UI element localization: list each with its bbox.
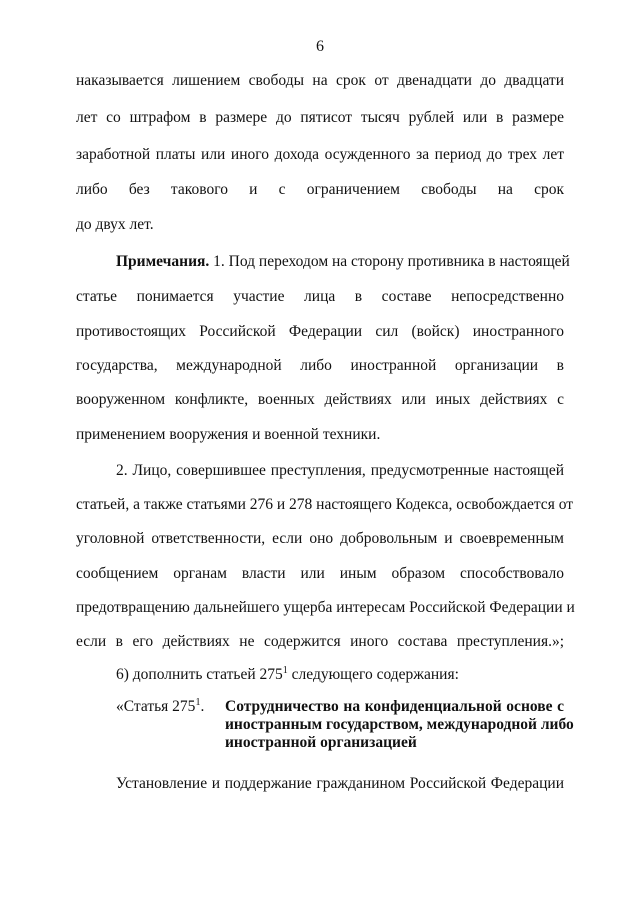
article-number-dot: . xyxy=(200,698,205,715)
note2-line-3: уголовной ответственности, если оно добровольным и своевременным xyxy=(76,530,564,547)
paragraph1-line-5: до двух лет. xyxy=(76,216,154,233)
note1-line-2: статье понимается участие лица в составе непосредственно xyxy=(76,288,564,305)
note1-line-3: противостоящих Российской Федерации сил (войск) иностранного xyxy=(76,323,564,340)
item6-superscript: 1 xyxy=(282,665,288,676)
note2-line-4: сообщением органам власти или иным образом способствовало xyxy=(76,565,564,582)
note2-line-5: предотвращению дальнейшего ущерба интересам Российской Федерации и xyxy=(76,599,575,616)
note1-line-5: вооруженном конфликте, военных действиях или иных действиях с xyxy=(76,391,564,408)
paragraph1-line-2: лет со штрафом в размере до пятисот тысяч рублей или в размере xyxy=(76,109,564,126)
article-title-line-1: Сотрудничество на конфиденциальной основе с xyxy=(225,698,564,715)
note1-first-line xyxy=(116,252,570,272)
paragraph1-line-3: заработной платы или иного дохода осужденного за период до трех лет xyxy=(76,146,564,163)
note1-line-6: применением вооружения и военной техники. xyxy=(76,426,381,443)
page-number: 6 xyxy=(316,38,324,55)
article-number xyxy=(116,698,204,716)
paragraph1-line-4: либо без такового и с ограничением свободы на срок xyxy=(76,181,564,198)
item6-text-end: следующего содержания: xyxy=(287,666,459,683)
paragraph1-line-1: наказывается лишением свободы на срок от двенадцати до двадцати xyxy=(76,72,564,89)
note2-line-1: 2. Лицо, совершившее преступления, предусмотренные настоящей xyxy=(116,462,564,479)
item6-text: 6) дополнить статьей 275 xyxy=(116,666,283,683)
note1-first-line-text: 1. Под переходом на сторону противника в настоящей xyxy=(209,253,570,270)
note1-line-4: государства, международной либо иностранной организации в xyxy=(76,357,564,374)
item6-line xyxy=(116,665,564,685)
article-title-line-2: иностранным государством, международной либо xyxy=(225,716,574,733)
article-number-superscript: 1 xyxy=(195,697,201,708)
note2-line-2: статьей, а также статьями 276 и 278 настоящего Кодекса, освобождается от xyxy=(76,496,574,513)
article-title-line-3: иностранной организацией xyxy=(225,734,417,751)
note-label: Примечания. xyxy=(116,253,210,270)
final-line: Установление и поддержание гражданином Российской Федерации xyxy=(116,775,564,792)
article-title xyxy=(225,698,574,752)
note2-line-6: если в его действиях не содержится иного состава преступления.»; xyxy=(76,633,564,650)
article-number-text: «Статья 275 xyxy=(116,698,196,715)
